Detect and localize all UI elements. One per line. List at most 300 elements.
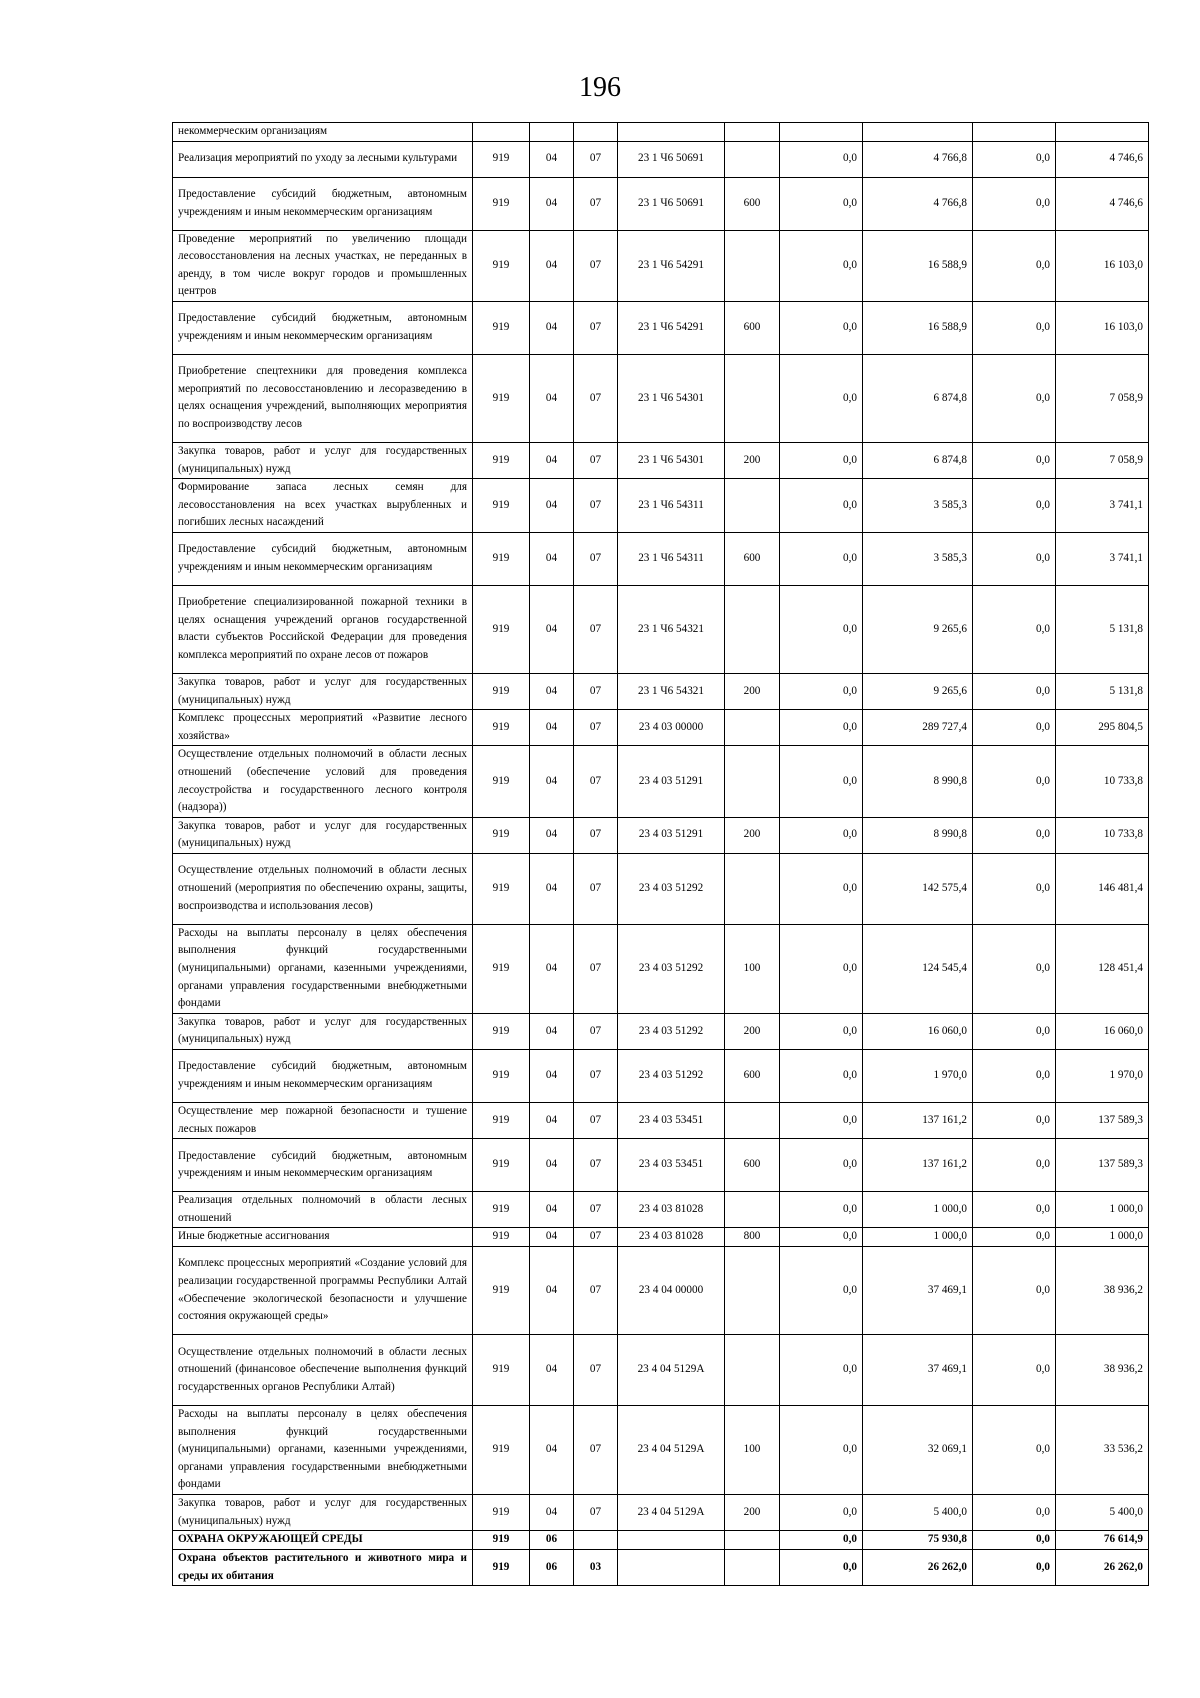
cell-expense-type [725,354,780,442]
cell-value-1: 0,0 [780,1247,863,1335]
cell-value-2: 75 930,8 [863,1531,973,1550]
cell-value-2: 26 262,0 [863,1550,973,1586]
cell-ministry-code: 919 [473,1103,530,1139]
cell-name: некоммерческим организациям [173,123,473,142]
table-row [173,177,1149,230]
cell-section: 04 [530,1192,574,1228]
cell-value-2: 8 990,8 [863,746,973,817]
cell-expense-type [725,1335,780,1406]
cell-value-2: 8 990,8 [863,817,973,853]
budget-table [172,122,1149,1586]
cell-ministry-code: 919 [473,301,530,354]
cell-value-1: 0,0 [780,585,863,673]
cell-name: Осуществление отдельных полномочий в области лесных отношений (мероприятия по обеспечению охраны, защиты, воспроизводства и использования лесов) [173,853,473,924]
cell-value-3: 0,0 [973,1247,1056,1335]
cell-value-1: 0,0 [780,301,863,354]
cell-value-4: 1 970,0 [1056,1050,1149,1103]
cell-target-article: 23 4 03 53451 [618,1139,725,1192]
cell-section: 04 [530,442,574,478]
cell-expense-type: 100 [725,1406,780,1495]
cell-value-2: 142 575,4 [863,853,973,924]
table-row [173,1013,1149,1049]
cell-value-1: 0,0 [780,673,863,709]
cell-section: 04 [530,817,574,853]
cell-section: 04 [530,673,574,709]
table-row [173,817,1149,853]
cell-target-article: 23 4 03 51291 [618,817,725,853]
cell-ministry-code: 919 [473,1335,530,1406]
table-row [173,710,1149,746]
cell-name: Комплекс процессных мероприятий «Создание условий для реализации государственной программы Республики Алтай «Обеспечение экологической безопасности и улучшение состояния окружающей среды» [173,1247,473,1335]
cell-ministry-code: 919 [473,1406,530,1495]
cell-value-3: 0,0 [973,746,1056,817]
cell-subsection: 07 [574,177,618,230]
cell-value-3: 0,0 [973,1550,1056,1586]
cell-name: Закупка товаров, работ и услуг для государственных (муниципальных) нужд [173,1494,473,1530]
cell-section: 04 [530,585,574,673]
cell-target-article: 23 4 04 5129А [618,1335,725,1406]
cell-value-2: 16 588,9 [863,301,973,354]
cell-section: 04 [530,746,574,817]
cell-expense-type: 600 [725,301,780,354]
cell-value-4: 16 060,0 [1056,1013,1149,1049]
cell-target-article: 23 4 04 5129А [618,1406,725,1495]
cell-value-4 [1056,123,1149,142]
cell-value-1: 0,0 [780,1494,863,1530]
cell-section: 04 [530,479,574,533]
cell-value-1: 0,0 [780,1050,863,1103]
cell-value-2: 1 000,0 [863,1192,973,1228]
cell-target-article: 23 4 03 51292 [618,853,725,924]
cell-value-4: 3 741,1 [1056,532,1149,585]
cell-value-4: 38 936,2 [1056,1247,1149,1335]
cell-subsection: 07 [574,1013,618,1049]
cell-subsection: 07 [574,532,618,585]
cell-target-article: 23 4 03 00000 [618,710,725,746]
cell-value-3: 0,0 [973,853,1056,924]
cell-value-1: 0,0 [780,817,863,853]
cell-value-2: 124 545,4 [863,924,973,1013]
cell-value-4: 7 058,9 [1056,442,1149,478]
cell-expense-type [725,230,780,301]
table-row [173,924,1149,1013]
table-row [173,479,1149,533]
cell-subsection: 07 [574,1050,618,1103]
cell-section: 06 [530,1531,574,1550]
table-row [173,442,1149,478]
cell-value-2: 137 161,2 [863,1103,973,1139]
cell-name: Осуществление отдельных полномочий в области лесных отношений (обеспечение условий для проведения лесоустройства и государственного лесного контроля (надзора)) [173,746,473,817]
cell-value-3: 0,0 [973,1139,1056,1192]
cell-name: Приобретение специализированной пожарной техники в целях оснащения учреждений органов государственной власти субъектов Российской Федерации для проведения комплекса мероприятий по охране лесов от пожаров [173,585,473,673]
cell-value-2: 9 265,6 [863,585,973,673]
cell-value-1: 0,0 [780,354,863,442]
cell-subsection: 07 [574,1103,618,1139]
cell-subsection: 07 [574,1247,618,1335]
cell-value-4: 5 131,8 [1056,585,1149,673]
table-row [173,141,1149,177]
cell-value-1: 0,0 [780,442,863,478]
cell-expense-type [725,141,780,177]
cell-expense-type [725,1247,780,1335]
cell-value-3: 0,0 [973,230,1056,301]
cell-target-article: 23 4 03 51292 [618,1050,725,1103]
cell-target-article [618,1550,725,1586]
table-row [173,1406,1149,1495]
table-row [173,123,1149,142]
cell-value-3: 0,0 [973,1335,1056,1406]
cell-value-4: 10 733,8 [1056,746,1149,817]
cell-value-4: 7 058,9 [1056,354,1149,442]
cell-ministry-code: 919 [473,479,530,533]
cell-subsection: 07 [574,354,618,442]
cell-name: Закупка товаров, работ и услуг для государственных (муниципальных) нужд [173,442,473,478]
cell-value-2: 289 727,4 [863,710,973,746]
cell-subsection: 07 [574,301,618,354]
cell-ministry-code: 919 [473,354,530,442]
cell-section: 04 [530,1247,574,1335]
table-row [173,1103,1149,1139]
cell-ministry-code: 919 [473,177,530,230]
cell-section: 04 [530,230,574,301]
cell-value-3: 0,0 [973,141,1056,177]
cell-name: Расходы на выплаты персоналу в целях обеспечения выполнения функций государственными (муниципальными) органами, казенными учреждениями, органами управления государственными внебюджетными фондами [173,924,473,1013]
cell-value-3: 0,0 [973,817,1056,853]
cell-expense-type: 600 [725,1139,780,1192]
cell-value-3 [973,123,1056,142]
cell-subsection: 07 [574,853,618,924]
cell-expense-type: 600 [725,1050,780,1103]
table-body [173,123,1149,1586]
table-row [173,585,1149,673]
table-row [173,1550,1149,1586]
cell-ministry-code: 919 [473,141,530,177]
cell-value-2: 16 588,9 [863,230,973,301]
cell-value-1: 0,0 [780,177,863,230]
cell-name: Закупка товаров, работ и услуг для государственных (муниципальных) нужд [173,1013,473,1049]
table-row [173,1192,1149,1228]
cell-subsection: 07 [574,585,618,673]
cell-section: 04 [530,1406,574,1495]
cell-expense-type: 200 [725,817,780,853]
cell-value-4: 10 733,8 [1056,817,1149,853]
cell-value-3: 0,0 [973,479,1056,533]
cell-subsection: 07 [574,746,618,817]
cell-expense-type: 200 [725,1013,780,1049]
cell-subsection: 07 [574,817,618,853]
cell-value-4: 38 936,2 [1056,1335,1149,1406]
cell-value-3: 0,0 [973,1192,1056,1228]
cell-expense-type [725,710,780,746]
cell-name: Закупка товаров, работ и услуг для государственных (муниципальных) нужд [173,673,473,709]
cell-target-article [618,1531,725,1550]
cell-value-1: 0,0 [780,924,863,1013]
cell-value-2: 3 585,3 [863,532,973,585]
cell-section: 04 [530,924,574,1013]
cell-name: Предоставление субсидий бюджетным, автономным учреждениям и иным некоммерческим организациям [173,1139,473,1192]
cell-value-4: 4 746,6 [1056,141,1149,177]
cell-value-2 [863,123,973,142]
cell-subsection: 07 [574,442,618,478]
page-number: 196 [579,72,621,103]
cell-expense-type [725,1550,780,1586]
cell-name: Реализация мероприятий по уходу за лесными культурами [173,141,473,177]
cell-section: 04 [530,1494,574,1530]
cell-section: 04 [530,301,574,354]
cell-value-1: 0,0 [780,141,863,177]
cell-value-2: 16 060,0 [863,1013,973,1049]
cell-value-4: 128 451,4 [1056,924,1149,1013]
cell-value-1: 0,0 [780,746,863,817]
table-row [173,301,1149,354]
cell-section: 04 [530,1228,574,1247]
cell-value-2: 32 069,1 [863,1406,973,1495]
cell-value-4: 5 400,0 [1056,1494,1149,1530]
cell-name: Осуществление отдельных полномочий в области лесных отношений (финансовое обеспечение выполнения функций государственных органов Республики Алтай) [173,1335,473,1406]
cell-value-1: 0,0 [780,230,863,301]
cell-value-4: 1 000,0 [1056,1228,1149,1247]
cell-value-2: 9 265,6 [863,673,973,709]
cell-value-1: 0,0 [780,1192,863,1228]
cell-target-article: 23 4 04 5129А [618,1494,725,1530]
cell-name: Предоставление субсидий бюджетным, автономным учреждениям и иным некоммерческим организациям [173,301,473,354]
cell-subsection: 07 [574,1192,618,1228]
cell-expense-type: 800 [725,1228,780,1247]
cell-ministry-code: 919 [473,1494,530,1530]
cell-value-4: 76 614,9 [1056,1531,1149,1550]
cell-name: Расходы на выплаты персоналу в целях обеспечения выполнения функций государственными (муниципальными) органами, казенными учреждениями, органами управления государственными внебюджетными фондами [173,1406,473,1495]
cell-expense-type [725,585,780,673]
table-row [173,354,1149,442]
cell-value-4: 4 746,6 [1056,177,1149,230]
cell-section: 04 [530,532,574,585]
cell-name: Приобретение спецтехники для проведения комплекса мероприятий по лесовосстановлению и лесоразведению в целях оснащения учреждений, выполняющих мероприятия по воспроизводству лесов [173,354,473,442]
cell-value-2: 1 970,0 [863,1050,973,1103]
cell-ministry-code: 919 [473,1013,530,1049]
cell-ministry-code: 919 [473,710,530,746]
cell-target-article: 23 1 Ч6 54301 [618,354,725,442]
cell-value-1: 0,0 [780,1531,863,1550]
table-row [173,1494,1149,1530]
cell-value-3: 0,0 [973,1228,1056,1247]
cell-target-article: 23 4 03 81028 [618,1228,725,1247]
cell-subsection: 07 [574,1494,618,1530]
cell-value-1: 0,0 [780,1013,863,1049]
cell-ministry-code: 919 [473,442,530,478]
cell-target-article: 23 1 Ч6 54291 [618,301,725,354]
cell-subsection: 07 [574,1139,618,1192]
cell-value-4: 295 804,5 [1056,710,1149,746]
cell-name: Осуществление мер пожарной безопасности и тушение лесных пожаров [173,1103,473,1139]
cell-section: 04 [530,354,574,442]
cell-section: 04 [530,1050,574,1103]
cell-value-3: 0,0 [973,177,1056,230]
cell-expense-type [725,853,780,924]
cell-ministry-code: 919 [473,585,530,673]
cell-value-2: 1 000,0 [863,1228,973,1247]
table-row [173,853,1149,924]
cell-value-3: 0,0 [973,1103,1056,1139]
cell-name: Проведение мероприятий по увеличению площади лесовосстановления на лесных участках, не переданных в аренду, в том числе вокруг городов и промышленных центров [173,230,473,301]
table-row [173,1050,1149,1103]
cell-value-1: 0,0 [780,479,863,533]
cell-ministry-code: 919 [473,1050,530,1103]
cell-expense-type: 200 [725,442,780,478]
cell-subsection: 07 [574,1406,618,1495]
cell-section: 04 [530,1139,574,1192]
cell-ministry-code: 919 [473,230,530,301]
cell-value-1: 0,0 [780,710,863,746]
cell-ministry-code: 919 [473,1228,530,1247]
cell-value-2: 6 874,8 [863,354,973,442]
cell-value-4: 16 103,0 [1056,301,1149,354]
table-row [173,230,1149,301]
cell-target-article: 23 4 03 81028 [618,1192,725,1228]
cell-value-1: 0,0 [780,853,863,924]
cell-expense-type: 600 [725,177,780,230]
cell-value-1: 0,0 [780,1103,863,1139]
cell-target-article: 23 4 03 51291 [618,746,725,817]
cell-name: Иные бюджетные ассигнования [173,1228,473,1247]
cell-value-1: 0,0 [780,1228,863,1247]
cell-value-3: 0,0 [973,1013,1056,1049]
cell-ministry-code: 919 [473,1192,530,1228]
cell-value-4: 26 262,0 [1056,1550,1149,1586]
cell-section: 04 [530,1335,574,1406]
cell-target-article: 23 1 Ч6 50691 [618,141,725,177]
cell-subsection: 03 [574,1550,618,1586]
cell-ministry-code: 919 [473,673,530,709]
cell-ministry-code: 919 [473,1139,530,1192]
cell-name: Предоставление субсидий бюджетным, автономным учреждениям и иным некоммерческим организациям [173,532,473,585]
cell-value-4: 137 589,3 [1056,1103,1149,1139]
cell-value-2: 5 400,0 [863,1494,973,1530]
cell-value-1 [780,123,863,142]
table-row [173,746,1149,817]
table-row [173,1531,1149,1550]
cell-section: 06 [530,1550,574,1586]
cell-ministry-code: 919 [473,746,530,817]
cell-expense-type [725,1531,780,1550]
table-row [173,673,1149,709]
cell-ministry-code: 919 [473,1550,530,1586]
cell-value-3: 0,0 [973,354,1056,442]
cell-value-1: 0,0 [780,1406,863,1495]
cell-value-3: 0,0 [973,585,1056,673]
cell-name: Реализация отдельных полномочий в области лесных отношений [173,1192,473,1228]
cell-name: Охрана объектов растительного и животного мира и среды их обитания [173,1550,473,1586]
cell-section: 04 [530,853,574,924]
cell-ministry-code: 919 [473,1531,530,1550]
cell-target-article: 23 4 03 51292 [618,924,725,1013]
table-row [173,1335,1149,1406]
cell-section: 04 [530,1103,574,1139]
cell-subsection: 07 [574,1335,618,1406]
cell-name: Предоставление субсидий бюджетным, автономным учреждениям и иным некоммерческим организациям [173,177,473,230]
cell-value-2: 4 766,8 [863,141,973,177]
cell-value-3: 0,0 [973,442,1056,478]
cell-ministry-code: 919 [473,1247,530,1335]
cell-expense-type: 100 [725,924,780,1013]
cell-target-article: 23 1 Ч6 54311 [618,479,725,533]
cell-value-1: 0,0 [780,1550,863,1586]
cell-target-article [618,123,725,142]
cell-ministry-code: 919 [473,853,530,924]
cell-target-article: 23 4 03 53451 [618,1103,725,1139]
cell-value-3: 0,0 [973,710,1056,746]
cell-subsection: 07 [574,1228,618,1247]
table-row [173,532,1149,585]
table-row [173,1228,1149,1247]
table-row [173,1247,1149,1335]
cell-section [530,123,574,142]
cell-value-2: 6 874,8 [863,442,973,478]
cell-value-4: 146 481,4 [1056,853,1149,924]
cell-name: Формирование запаса лесных семян для лесовосстановления на всех участках вырубленных и погибших лесных насаждений [173,479,473,533]
cell-target-article: 23 1 Ч6 54321 [618,673,725,709]
cell-value-3: 0,0 [973,532,1056,585]
cell-value-1: 0,0 [780,1335,863,1406]
cell-value-3: 0,0 [973,924,1056,1013]
cell-target-article: 23 1 Ч6 54301 [618,442,725,478]
cell-target-article: 23 1 Ч6 54321 [618,585,725,673]
cell-ministry-code: 919 [473,924,530,1013]
cell-value-3: 0,0 [973,673,1056,709]
cell-value-3: 0,0 [973,1531,1056,1550]
cell-section: 04 [530,1013,574,1049]
cell-expense-type [725,1192,780,1228]
cell-target-article: 23 1 Ч6 54311 [618,532,725,585]
cell-value-1: 0,0 [780,532,863,585]
cell-expense-type [725,479,780,533]
cell-section: 04 [530,710,574,746]
cell-expense-type [725,123,780,142]
cell-section: 04 [530,141,574,177]
cell-value-4: 3 741,1 [1056,479,1149,533]
cell-value-4: 16 103,0 [1056,230,1149,301]
cell-name: Комплекс процессных мероприятий «Развитие лесного хозяйства» [173,710,473,746]
cell-target-article: 23 1 Ч6 54291 [618,230,725,301]
cell-subsection: 07 [574,924,618,1013]
cell-subsection [574,123,618,142]
table-row [173,1139,1149,1192]
cell-value-1: 0,0 [780,1139,863,1192]
cell-name: ОХРАНА ОКРУЖАЮЩЕЙ СРЕДЫ [173,1531,473,1550]
cell-value-3: 0,0 [973,1494,1056,1530]
cell-target-article: 23 4 03 51292 [618,1013,725,1049]
cell-value-2: 37 469,1 [863,1335,973,1406]
cell-value-3: 0,0 [973,1050,1056,1103]
cell-value-3: 0,0 [973,1406,1056,1495]
cell-ministry-code: 919 [473,817,530,853]
cell-name: Предоставление субсидий бюджетным, автономным учреждениям и иным некоммерческим организациям [173,1050,473,1103]
cell-value-3: 0,0 [973,301,1056,354]
cell-subsection: 07 [574,479,618,533]
cell-ministry-code [473,123,530,142]
cell-name: Закупка товаров, работ и услуг для государственных (муниципальных) нужд [173,817,473,853]
cell-target-article: 23 1 Ч6 50691 [618,177,725,230]
cell-expense-type: 200 [725,1494,780,1530]
cell-subsection: 07 [574,230,618,301]
cell-section: 04 [530,177,574,230]
cell-value-4: 1 000,0 [1056,1192,1149,1228]
cell-ministry-code: 919 [473,532,530,585]
cell-expense-type: 200 [725,673,780,709]
cell-expense-type: 600 [725,532,780,585]
cell-subsection: 07 [574,710,618,746]
cell-value-2: 4 766,8 [863,177,973,230]
cell-value-2: 3 585,3 [863,479,973,533]
